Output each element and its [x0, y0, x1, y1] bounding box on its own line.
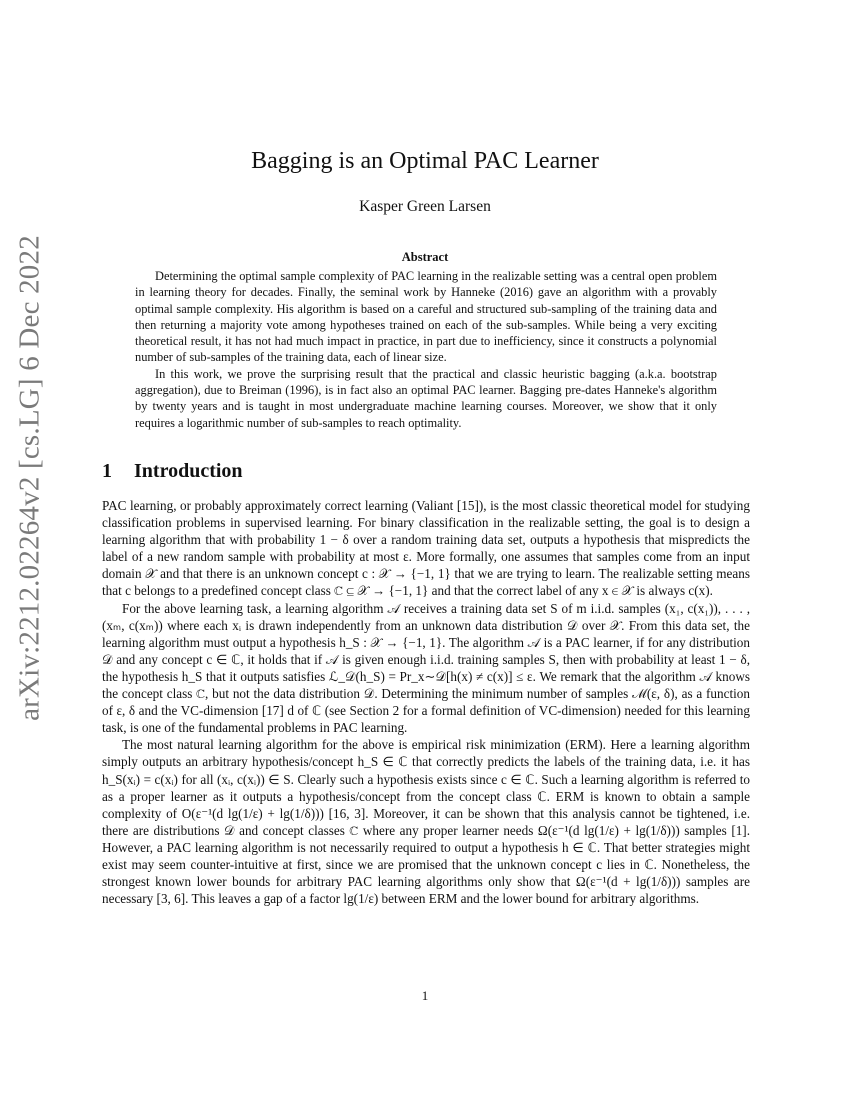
- body-paragraph: PAC learning, or probably approximately correct learning (Valiant [15]), is the most classic theoretical model for studying classification problems in supervised learning. For binary classification in the realizable setting, the goal is to design a learning algorithm that with probability 1 − δ over a random training data set, outputs a hypothesis that mispredicts the label of a new random sample with probability at most ε. More formally, one assumes that samples come from an input domain 𝒳 and that there is an unknown concept c : 𝒳 → {−1, 1} that we are trying to learn. The realizable setting means that c belongs to a predefined concept class ℂ ⊆ 𝒳 → {−1, 1} and that the correct label of any x ∈ 𝒳 is always c(x).: [102, 498, 750, 599]
- body-paragraph: The most natural learning algorithm for the above is empirical risk minimization (ERM). Here a learning algorithm simply outputs an arbitrary hypothesis/concept h_S ∈ ℂ that correctly predicts the labels of the training data, i.e. it has h_S(xᵢ) = c(xᵢ) for all (xᵢ, c(xᵢ)) ∈ S. Clearly such a hypothesis exists since c ∈ ℂ. Such a learning algorithm is referred to as a proper learner as it outputs a hypothesis/concept from the concept class ℂ. ERM is known to obtain a sample complexity of O(ε⁻¹(d lg(1/ε) + lg(1/δ))) [16, 3]. Moreover, it can be shown that this analysis cannot be tightened, i.e. there are distributions 𝒟 and concept classes ℂ where any proper learner needs Ω(ε⁻¹(d lg(1/ε) + lg(1/δ))) samples [1]. However, a PAC learning algorithm is not necessarily required to output a hypothesis h ∈ ℂ. That better strategies might exist may seem counter-intuitive at first, since we are promised that the unknown concept c lies in ℂ. Nonetheless, the strongest known lower bounds for arbitrary PAC learning algorithms only show that Ω(ε⁻¹(d + lg(1/δ))) samples are necessary [3, 6]. This leaves a gap of a factor lg(1/ε) between ERM and the lower bound for arbitrary algorithms.: [102, 737, 750, 907]
- arxiv-identifier: arXiv:2212.02264v2 [cs.LG] 6 Dec 2022: [13, 235, 46, 721]
- arxiv-sidebar: [0, 235, 60, 721]
- abstract-paragraph: Determining the optimal sample complexity of PAC learning in the realizable setting was a central open problem in learning theory for decades. Finally, the seminal work by Hanneke (2016) gave an algorithm with a provably optimal sample complexity. His algorithm is based on a careful and structured sub-sampling of the training data and then returning a majority vote among hypotheses trained on each of the sub-samples. While being a very exciting theoretical result, it has not had much impact in practice, in part due to inefficiency, since it constructs a polynomial number of sub-samples of the training data, each of linear size.: [135, 269, 717, 365]
- section-number: 1: [102, 460, 112, 482]
- abstract-heading: Abstract: [401, 250, 449, 264]
- page-number: 1: [421, 988, 429, 1003]
- abstract-paragraph: In this work, we prove the surprising result that the practical and classic heuristic bagging (a.k.a. bootstrap aggregation), due to Breiman (1996), is in fact also an optimal PAC learner. Bagging pre-dates Hanneke's algorithm by twenty years and is taught in most undergraduate machine learning courses. Moreover, we show that it only requires a logarithmic number of sub-samples to reach optimality.: [135, 366, 717, 430]
- body-paragraph: For the above learning task, a learning algorithm 𝒜 receives a training data set S of m i.i.d. samples (x₁, c(x₁)), . . . , (xₘ, c(xₘ)) where each xᵢ is drawn independently from an unknown data distribution 𝒟 over 𝒳. From this data set, the learning algorithm must output a hypothesis h_S : 𝒳 → {−1, 1}. The algorithm 𝒜 is a PAC learner, if for any distribution 𝒟 and any concept c ∈ ℂ, it holds that if 𝒜 is given enough i.i.d. training samples S, then with probability at least 1 − δ, the hypothesis h_S that it outputs satisfies ℒ_𝒟(h_S) = Pr_x∼𝒟[h(x) ≠ c(x)] ≤ ε. We remark that the algorithm 𝒜 knows the concept class ℂ, but not the data distribution 𝒟. Determining the minimum number of samples ℳ(ε, δ), as a function of ε, δ and the VC-dimension [17] d of ℂ (see Section 2 for a formal definition of VC-dimension) needed for this learning task, is one of the fundamental problems in PAC learning.: [102, 600, 750, 736]
- paper-title: Bagging is an Optimal PAC Learner: [251, 148, 599, 174]
- paper-author: Kasper Green Larsen: [359, 198, 491, 215]
- body-text: [102, 497, 750, 907]
- section-heading: [102, 460, 752, 483]
- section-title: Introduction: [134, 460, 243, 482]
- abstract-body: [135, 268, 717, 431]
